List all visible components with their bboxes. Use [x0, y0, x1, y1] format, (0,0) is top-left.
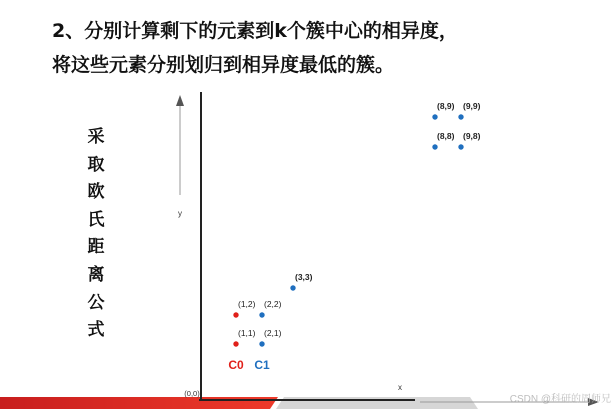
- side-label-char: 采: [87, 127, 105, 147]
- scatter-marks: [233, 101, 480, 347]
- centroid-labels: [228, 358, 270, 372]
- centroid-label-c1: C1: [254, 358, 270, 372]
- data-point-label: (2,1): [264, 328, 282, 338]
- data-point-label: (8,8): [437, 131, 455, 141]
- y-arrow-head: [176, 95, 184, 106]
- x-axis-label: x: [398, 383, 402, 392]
- data-point-label: (1,2): [238, 299, 256, 309]
- side-label-char: 欧: [87, 182, 105, 203]
- data-point-label: (8,9): [437, 101, 455, 111]
- data-point-label: (3,3): [295, 272, 313, 282]
- centroid-label-c0: C0: [228, 358, 244, 372]
- side-label-char: 距: [87, 237, 105, 258]
- origin-label: (0,0): [184, 389, 200, 398]
- side-label-char: 氏: [87, 209, 105, 230]
- data-point: [432, 114, 437, 119]
- data-point: [458, 144, 463, 149]
- data-point-label: (9,8): [463, 131, 481, 141]
- bottom-red-stripe: [0, 397, 278, 409]
- data-point-label: (1,1): [238, 328, 256, 338]
- data-point: [259, 312, 264, 317]
- heading-line-2: 将这些元素分别划归到相异度最低的簇。: [52, 54, 395, 76]
- data-point: [259, 341, 264, 346]
- y-axis-label: y: [178, 209, 182, 218]
- data-point: [458, 114, 463, 119]
- bottom-gray-stripe: [276, 397, 478, 409]
- watermark: CSDN @科研的周师兄: [509, 394, 611, 405]
- side-label-char: 取: [87, 154, 105, 175]
- data-point-label: (2,2): [264, 299, 282, 309]
- data-point-label: (9,9): [463, 101, 481, 111]
- data-point: [432, 144, 437, 149]
- side-label-char: 式: [87, 320, 105, 341]
- side-label-char: 公: [87, 292, 105, 313]
- data-point: [290, 285, 295, 290]
- data-point: [233, 312, 238, 317]
- heading-line-1: 2、分别计算剩下的元素到k个簇中心的相异度，: [52, 20, 458, 42]
- side-label-char: 离: [87, 264, 105, 285]
- data-point: [233, 341, 238, 346]
